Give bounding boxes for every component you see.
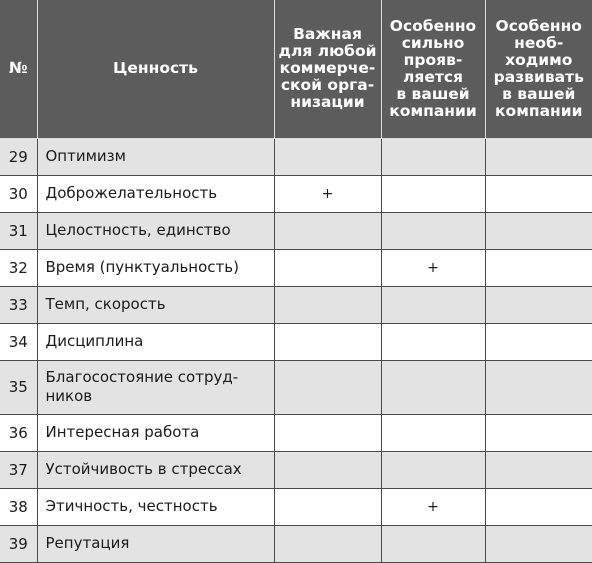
header-manifested-line: компании [389, 101, 477, 120]
cell-manifested[interactable] [381, 175, 485, 212]
cell-manifested[interactable]: + [381, 249, 485, 286]
cell-important[interactable] [274, 249, 381, 286]
header-develop-line: ходимо [505, 50, 573, 69]
row-value [37, 414, 274, 451]
row-number: 38 [0, 488, 37, 525]
header-row [0, 0, 592, 138]
row-value [37, 249, 274, 286]
header-develop-line: в вашей [502, 84, 576, 103]
cell-important[interactable]: + [274, 175, 381, 212]
row-value-line: Дисциплина [45, 332, 144, 350]
row-value-line: ников [45, 387, 93, 405]
cell-develop[interactable] [485, 286, 592, 323]
cell-develop[interactable] [485, 175, 592, 212]
header-develop-line: развивать [493, 67, 584, 86]
cell-important[interactable] [274, 286, 381, 323]
row-number: 36 [0, 414, 37, 451]
row-value [37, 286, 274, 323]
row-value-line: Интересная работа [45, 423, 200, 441]
cell-manifested[interactable] [381, 138, 485, 175]
cell-develop[interactable] [485, 212, 592, 249]
cell-develop[interactable] [485, 323, 592, 360]
header-develop-line: необ- [514, 33, 564, 52]
table-row [0, 286, 592, 323]
cell-develop[interactable] [485, 451, 592, 488]
header-important-line: низации [290, 93, 365, 112]
header-important [274, 0, 381, 138]
cell-manifested[interactable] [381, 525, 485, 562]
row-value [37, 360, 274, 414]
row-value-line: Устойчивость в стрессах [45, 460, 242, 478]
row-value-line: Этичность, честность [45, 497, 218, 515]
cell-manifested[interactable] [381, 414, 485, 451]
table-row [0, 360, 592, 414]
table-row [0, 249, 592, 286]
header-number: № [0, 0, 37, 138]
header-important-line: коммерче- [279, 59, 376, 78]
row-value [37, 451, 274, 488]
row-value-line: Целостность, единство [45, 221, 231, 239]
header-important-line: ской орга- [280, 76, 375, 95]
table-row [0, 138, 592, 175]
row-value-line: Репутация [45, 534, 130, 552]
cell-develop[interactable] [485, 414, 592, 451]
cell-manifested[interactable] [381, 360, 485, 414]
cell-manifested[interactable] [381, 286, 485, 323]
header-develop [485, 0, 592, 138]
table-row [0, 451, 592, 488]
row-value-line: Темп, скорость [45, 295, 166, 313]
header-manifested-line: в вашей [396, 84, 470, 103]
table-row [0, 175, 592, 212]
row-value [37, 175, 274, 212]
cell-manifested[interactable] [381, 323, 485, 360]
row-value [37, 525, 274, 562]
table-row [0, 488, 592, 525]
row-value-line: Оптимизм [45, 147, 126, 165]
header-important-line: Важная [293, 25, 362, 44]
row-value [37, 488, 274, 525]
cell-important[interactable] [274, 414, 381, 451]
row-value [37, 323, 274, 360]
header-manifested-line: ляется [403, 67, 463, 86]
table-row [0, 414, 592, 451]
row-value [37, 138, 274, 175]
row-value-line: Благосостояние сотруд- [45, 368, 239, 386]
table-row [0, 323, 592, 360]
row-number: 34 [0, 323, 37, 360]
header-manifested [381, 0, 485, 138]
cell-important[interactable] [274, 488, 381, 525]
cell-important[interactable] [274, 212, 381, 249]
row-number: 29 [0, 138, 37, 175]
row-value-line: Доброжелательность [45, 184, 218, 202]
cell-important[interactable] [274, 360, 381, 414]
header-manifested-line: Особенно [389, 16, 477, 35]
cell-important[interactable] [274, 451, 381, 488]
cell-develop[interactable] [485, 360, 592, 414]
row-number: 39 [0, 525, 37, 562]
header-develop-line: компании [495, 101, 583, 120]
header-manifested-line: сильно [401, 33, 465, 52]
table-row [0, 525, 592, 562]
header-develop-line: Особенно [495, 16, 582, 35]
cell-manifested[interactable] [381, 451, 485, 488]
row-number: 35 [0, 360, 37, 414]
cell-develop[interactable] [485, 488, 592, 525]
cell-manifested[interactable] [381, 212, 485, 249]
cell-important[interactable] [274, 323, 381, 360]
row-value-line: Время (пунктуальность) [45, 258, 239, 276]
row-number: 33 [0, 286, 37, 323]
cell-develop[interactable] [485, 138, 592, 175]
row-number: 31 [0, 212, 37, 249]
cell-important[interactable] [274, 525, 381, 562]
row-value [37, 212, 274, 249]
cell-manifested[interactable]: + [381, 488, 485, 525]
cell-important[interactable] [274, 138, 381, 175]
row-number: 37 [0, 451, 37, 488]
row-number: 32 [0, 249, 37, 286]
cell-develop[interactable] [485, 525, 592, 562]
table-row [0, 212, 592, 249]
header-manifested-line: прояв- [403, 50, 463, 69]
header-value: Ценность [37, 0, 274, 138]
row-number: 30 [0, 175, 37, 212]
header-important-line: для любой [278, 42, 377, 61]
cell-develop[interactable] [485, 249, 592, 286]
